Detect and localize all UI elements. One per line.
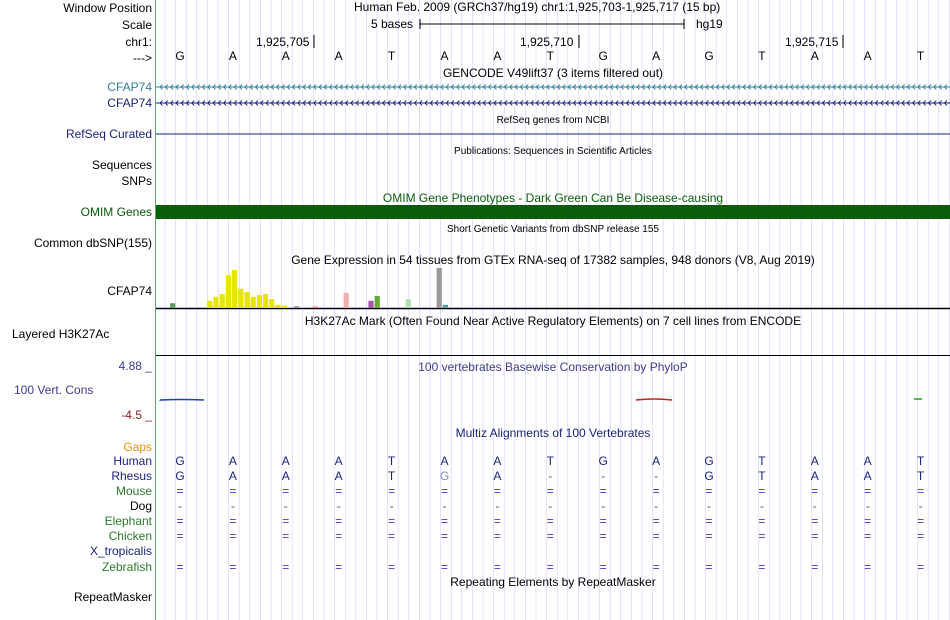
multiz-base: =	[652, 514, 660, 528]
chr-tick-3: 1,925,715	[785, 35, 839, 49]
multiz-base: =	[176, 529, 184, 543]
multiz-base: =	[758, 560, 766, 574]
multiz-base: T	[758, 454, 766, 468]
multiz-base: -	[336, 499, 341, 513]
multiz-base: =	[493, 484, 501, 498]
multiz-base: G	[704, 454, 714, 468]
conservation-plot[interactable]	[156, 394, 950, 406]
gtex-bar-graph[interactable]	[156, 268, 950, 312]
gencode-gene-2-label[interactable]: CFAP74	[107, 96, 152, 110]
gtex-tissue-bar[interactable]	[257, 295, 262, 308]
multiz-base: G	[175, 469, 185, 483]
reference-base: G	[598, 49, 608, 63]
chr-tick-1: 1,925,705	[256, 35, 310, 49]
gencode-gene-2-feature	[156, 101, 950, 106]
multiz-base: =	[440, 484, 448, 498]
multiz-base: =	[652, 484, 660, 498]
reference-base: G	[704, 49, 714, 63]
multiz-base: =	[440, 560, 448, 574]
multiz-base: =	[546, 560, 554, 574]
multiz-base: =	[864, 560, 872, 574]
gtex-tissue-bar[interactable]	[238, 289, 243, 308]
multiz-base: =	[176, 560, 184, 574]
multiz-base: T	[387, 469, 396, 483]
multiz-base: =	[599, 484, 607, 498]
repeatmasker-track-title[interactable]: Repeating Elements by RepeatMasker	[450, 575, 656, 589]
multiz-base: =	[546, 514, 554, 528]
h3k27ac-track-title[interactable]: H3K27Ac Mark (Often Found Near Active Regulatory Elements) on 7 cell lines from ENCODE	[304, 314, 802, 328]
multiz-base: -	[283, 499, 288, 513]
window-position-label: Window Position	[63, 1, 152, 15]
gtex-tissue-bar[interactable]	[344, 293, 349, 308]
multiz-base: =	[917, 514, 925, 528]
multiz-base: -	[601, 469, 606, 483]
multiz-species-label[interactable]: Rhesus	[111, 469, 152, 483]
multiz-base: A	[440, 454, 449, 468]
multiz-base: A	[810, 454, 819, 468]
reference-base: A	[652, 49, 661, 63]
multiz-base: G	[175, 454, 185, 468]
h3k27ac-label[interactable]: Layered H3K27Ac	[12, 327, 110, 341]
scale-label: Scale	[121, 18, 152, 32]
multiz-base: =	[388, 560, 396, 574]
multiz-base: T	[916, 469, 925, 483]
reference-base: T	[916, 49, 925, 63]
multiz-base: A	[228, 454, 237, 468]
conservation-label[interactable]: 100 Vert. Cons	[14, 383, 94, 397]
multiz-base: T	[387, 454, 396, 468]
multiz-base: -	[759, 499, 764, 513]
publications-track-title[interactable]: Publications: Sequences in Scientific Articles	[454, 146, 652, 157]
multiz-base: =	[282, 484, 290, 498]
conservation-min-label: -4.5 _	[121, 408, 152, 422]
multiz-base: =	[705, 560, 713, 574]
multiz-base: =	[282, 529, 290, 543]
multiz-base: =	[864, 529, 872, 543]
gtex-tissue-bar[interactable]	[282, 306, 287, 308]
refseq-track-title[interactable]: RefSeq genes from NCBI	[496, 115, 610, 126]
reference-base: A	[228, 49, 237, 63]
conservation-max-label: 4.88 _	[118, 359, 152, 373]
refseq-feature[interactable]	[156, 127, 950, 141]
gtex-tissue-bar[interactable]	[375, 296, 380, 308]
gtex-tissue-bar[interactable]	[275, 305, 280, 308]
reference-base: A	[863, 49, 872, 63]
repeatmasker-label[interactable]: RepeatMasker	[73, 590, 152, 604]
multiz-base: -	[230, 499, 235, 513]
multiz-base: =	[493, 529, 501, 543]
multiz-base: =	[229, 560, 237, 574]
multiz-base: =	[229, 484, 237, 498]
multiz-base: -	[918, 499, 923, 513]
reference-base: A	[493, 49, 502, 63]
multiz-base: =	[599, 529, 607, 543]
multiz-base: A	[228, 469, 237, 483]
multiz-base: T	[916, 454, 925, 468]
multiz-base: A	[863, 469, 872, 483]
multiz-species-label[interactable]: Human	[113, 454, 152, 468]
window-position-value: Human Feb. 2009 (GRCh37/hg19) chr1:1,925,703-1,925,717 (15 bp)	[354, 0, 721, 14]
gtex-tissue-bar[interactable]	[437, 268, 442, 308]
refseq-label[interactable]: RefSeq Curated	[65, 127, 152, 141]
multiz-base: =	[599, 560, 607, 574]
multiz-base: G	[439, 469, 450, 483]
gtex-tissue-bar[interactable]	[313, 306, 318, 308]
dbsnp-track-title[interactable]: Short Genetic Variants from dbSNP release 155	[447, 224, 659, 235]
multiz-base: =	[758, 529, 766, 543]
gtex-track-title[interactable]: Gene Expression in 54 tissues from GTEx RNA-seq of 17382 samples, 948 donors (V8, Aug 2019)	[291, 253, 815, 267]
multiz-base: -	[442, 499, 447, 513]
gtex-tissue-bar[interactable]	[207, 301, 212, 308]
multiz-base: =	[811, 484, 819, 498]
gtex-tissue-bar[interactable]	[263, 294, 268, 308]
chr-tick-2: 1,925,710	[520, 35, 574, 49]
reference-base: A	[440, 49, 449, 63]
reference-base: A	[334, 49, 343, 63]
multiz-base: A	[334, 469, 343, 483]
multiz-base: =	[652, 560, 660, 574]
gtex-tissue-bar[interactable]	[294, 306, 299, 308]
gtex-tissue-bar[interactable]	[443, 305, 448, 308]
omim-track-title[interactable]: OMIM Gene Phenotypes - Dark Green Can Be Disease-causing	[382, 191, 724, 205]
multiz-base: A	[652, 454, 661, 468]
multiz-base: =	[546, 529, 554, 543]
snps-label[interactable]: SNPs	[121, 174, 152, 188]
multiz-track-title[interactable]: Multiz Alignments of 100 Vertebrates	[455, 426, 651, 440]
gtex-tissue-bar[interactable]	[220, 294, 225, 308]
reference-base: T	[387, 49, 396, 63]
multiz-base: G	[704, 469, 714, 483]
multiz-base: -	[548, 469, 553, 483]
multiz-base: =	[811, 529, 819, 543]
omim-feature-bar[interactable]	[156, 205, 950, 219]
conservation-track-title[interactable]: 100 vertebrates Basewise Conservation by PhyloP	[418, 360, 688, 374]
gtex-tissue-bar[interactable]	[244, 292, 249, 308]
multiz-base: A	[281, 469, 290, 483]
multiz-base: =	[917, 560, 925, 574]
multiz-base: =	[282, 514, 290, 528]
multiz-base: =	[864, 484, 872, 498]
multiz-species-label[interactable]: Elephant	[104, 514, 152, 528]
multiz-base: =	[705, 484, 713, 498]
scale-bar	[418, 17, 688, 31]
reference-base: A	[281, 49, 290, 63]
omim-label[interactable]: OMIM Genes	[80, 205, 152, 219]
multiz-base: =	[758, 514, 766, 528]
multiz-base: =	[705, 529, 713, 543]
reference-base: G	[175, 49, 185, 63]
multiz-base: =	[282, 560, 290, 574]
multiz-base: =	[440, 514, 448, 528]
gtex-tissue-bar[interactable]	[269, 299, 274, 308]
multiz-base: =	[599, 514, 607, 528]
multiz-base: =	[493, 560, 501, 574]
chr-tick-marks	[0, 34, 950, 50]
multiz-base: -	[495, 499, 500, 513]
multiz-base: =	[229, 529, 237, 543]
multiz-base: =	[546, 484, 554, 498]
multiz-base: G	[598, 454, 608, 468]
gtex-tissue-bar[interactable]	[406, 299, 411, 308]
multiz-base: =	[440, 529, 448, 543]
multiz-species-label[interactable]: Zebrafish	[101, 560, 152, 574]
multiz-base: =	[758, 484, 766, 498]
multiz-base: =	[388, 484, 396, 498]
multiz-base: =	[335, 529, 343, 543]
gtex-tissue-bar[interactable]	[251, 297, 256, 308]
multiz-base: =	[811, 560, 819, 574]
multiz-base: -	[601, 499, 606, 513]
reference-base: T	[546, 49, 554, 63]
sequences-label[interactable]: Sequences	[91, 158, 152, 172]
multiz-base: A	[281, 454, 290, 468]
multiz-base: -	[812, 499, 817, 513]
multiz-base: =	[335, 514, 343, 528]
multiz-base: =	[652, 529, 660, 543]
scale-assembly: hg19	[696, 17, 723, 31]
multiz-species-label[interactable]: Mouse	[115, 484, 152, 498]
gencode-gene-features[interactable]	[156, 80, 950, 112]
reference-base: T	[758, 49, 766, 63]
multiz-base: -	[389, 499, 394, 513]
multiz-base: T	[758, 469, 766, 483]
multiz-base: =	[705, 514, 713, 528]
multiz-base: A	[493, 469, 502, 483]
multiz-species-label[interactable]: Chicken	[108, 529, 152, 543]
multiz-species-label[interactable]: X_tropicalis	[89, 544, 152, 558]
multiz-species-label[interactable]: Dog	[129, 499, 152, 513]
chr-label: chr1:	[125, 35, 152, 49]
multiz-base: =	[917, 484, 925, 498]
multiz-base: =	[917, 529, 925, 543]
multiz-base: -	[865, 499, 870, 513]
multiz-base: =	[493, 514, 501, 528]
multiz-base: A	[493, 454, 502, 468]
reference-base: A	[810, 49, 819, 63]
multiz-base: =	[335, 484, 343, 498]
multiz-base: =	[176, 484, 184, 498]
h3k27ac-baseline	[156, 354, 950, 358]
gencode-gene-1-label[interactable]: CFAP74	[107, 80, 152, 94]
multiz-base: =	[229, 514, 237, 528]
multiz-base: =	[335, 560, 343, 574]
gtex-tissue-bar[interactable]	[213, 297, 218, 308]
multiz-base: -	[548, 499, 553, 513]
scale-text: 5 bases	[371, 17, 414, 31]
multiz-base: =	[811, 514, 819, 528]
dbsnp-label[interactable]: Common dbSNP(155)	[33, 236, 152, 250]
multiz-base: -	[707, 499, 711, 513]
multiz-base: =	[176, 514, 184, 528]
multiz-base: =	[388, 529, 396, 543]
multiz-base: =	[864, 514, 872, 528]
multiz-base: A	[810, 469, 819, 483]
gtex-tissue-bar[interactable]	[226, 275, 231, 308]
gaps-label[interactable]: Gaps	[123, 440, 152, 454]
strand-label: --->	[133, 51, 152, 65]
multiz-base: A	[863, 454, 872, 468]
gtex-gene-label[interactable]: CFAP74	[107, 284, 152, 298]
multiz-base: -	[654, 499, 659, 513]
multiz-base: T	[546, 454, 554, 468]
multiz-base: =	[388, 514, 396, 528]
gencode-gene-1-feature	[156, 85, 950, 90]
gtex-tissue-bar[interactable]	[368, 301, 373, 308]
gtex-tissue-bar[interactable]	[170, 303, 175, 308]
multiz-base: -	[654, 469, 659, 483]
gtex-tissue-bar[interactable]	[232, 270, 237, 308]
gencode-track-title[interactable]: GENCODE V49lift37 (3 items filtered out)	[442, 66, 664, 80]
multiz-base: A	[334, 454, 343, 468]
multiz-base: -	[178, 499, 182, 513]
